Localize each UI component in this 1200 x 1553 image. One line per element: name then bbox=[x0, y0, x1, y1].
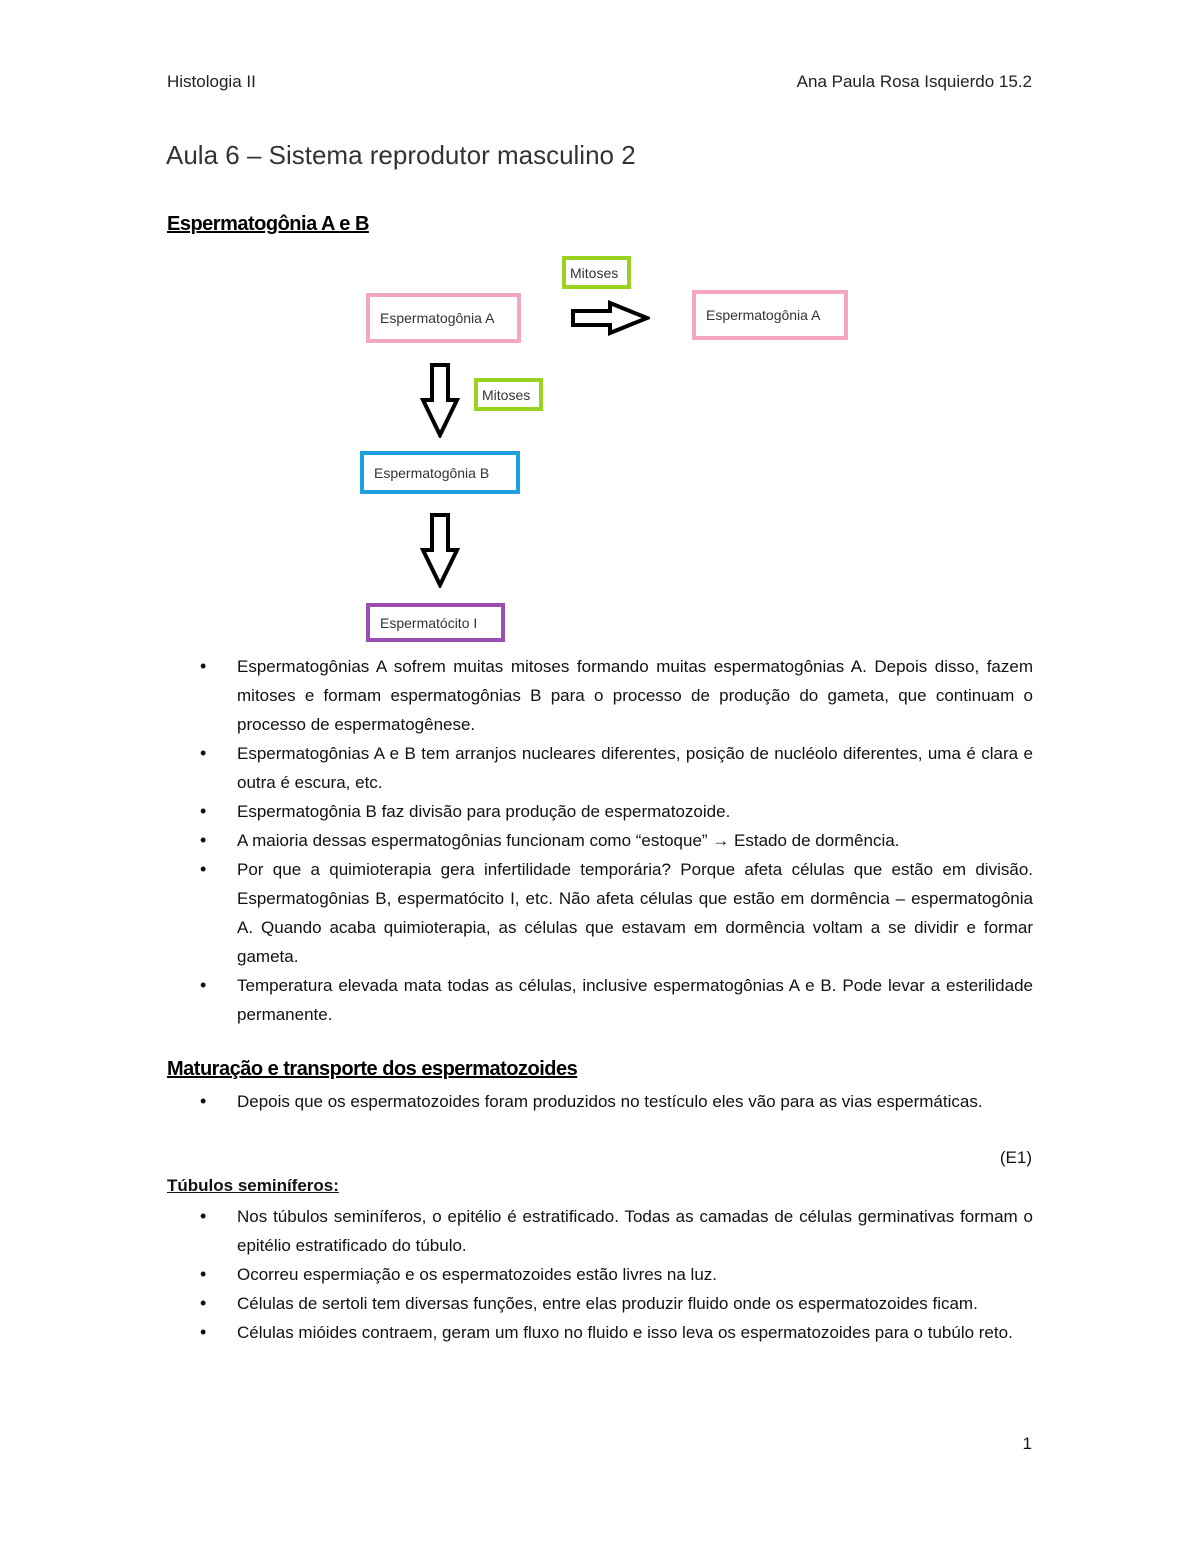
page-number: 1 bbox=[1022, 1434, 1032, 1453]
box-espermatogonia-b: Espermatogônia B bbox=[360, 451, 520, 494]
bullet-list-espermatogonia bbox=[200, 652, 1033, 1029]
header-course: Histologia II bbox=[167, 72, 256, 91]
box-espermatogonia-a-result: Espermatogônia A bbox=[692, 290, 848, 340]
page-title: Aula 6 – Sistema reprodutor masculino 2 bbox=[166, 140, 636, 170]
list-item: • Nos túbulos seminíferos, o epitélio é estratificado. Todas as camadas de células germinativas formam o epitélio estratificado do túbulo. bbox=[200, 1202, 1033, 1260]
label-mitoses-top: Mitoses bbox=[562, 256, 631, 289]
bullet-list-tubulos bbox=[200, 1202, 1033, 1347]
down-arrow-icon bbox=[420, 512, 460, 588]
box-espermatogonia-a-source: Espermatogônia A bbox=[366, 293, 521, 343]
list-item: • Células de sertoli tem diversas funções, entre elas produzir fluido onde os espermatozoides ficam. bbox=[200, 1289, 1033, 1318]
header-author: Ana Paula Rosa Isquierdo 15.2 bbox=[796, 72, 1032, 91]
label-mitoses-side: Mitoses bbox=[474, 378, 543, 411]
list-item: • Espermatogônia B faz divisão para produção de espermatozoide. bbox=[200, 797, 1033, 826]
section-heading-espermatogonia: Espermatogônia A e B bbox=[167, 213, 369, 235]
list-item: • Ocorreu espermiação e os espermatozoides estão livres na luz. bbox=[200, 1260, 1033, 1289]
subheading-tubulos: Túbulos seminíferos: bbox=[167, 1176, 339, 1195]
list-item: • Espermatogônias A sofrem muitas mitoses formando muitas espermatogônias A. Depois disso, fazem mitoses e formam espermatogônias B para o processo de produção do gameta, que continuam o processo de espermatogênese. bbox=[200, 652, 1033, 739]
box-espermatocito-i: Espermatócito I bbox=[366, 603, 505, 642]
down-arrow-icon bbox=[420, 362, 460, 438]
list-item: • Células mióides contraem, geram um fluxo no fluido e isso leva os espermatozoides para o tubúlo reto. bbox=[200, 1318, 1033, 1347]
list-item: • A maioria dessas espermatogônias funcionam como “estoque” → Estado de dormência. bbox=[200, 826, 1033, 855]
list-item: • Por que a quimioterapia gera infertilidade temporária? Porque afeta células que estão em divisão. Espermatogônias B, espermatócito I, etc. Não afeta células que estão em dormência – espermatogônia A. Quando acaba quimioterapia, as células que estavam em dormência voltam a se dividir e formar gameta. bbox=[200, 855, 1033, 971]
section-heading-maturacao: Maturação e transporte dos espermatozoides bbox=[167, 1058, 578, 1080]
list-item: • Depois que os espermatozoides foram produzidos no testículo eles vão para as vias espermáticas. bbox=[200, 1087, 1033, 1116]
list-item: • Temperatura elevada mata todas as células, inclusive espermatogônias A e B. Pode levar a esterilidade permanente. bbox=[200, 971, 1033, 1029]
figure-reference: (E1) bbox=[999, 1148, 1032, 1167]
bullet-list-maturacao bbox=[200, 1087, 1033, 1116]
right-arrow-icon bbox=[570, 300, 650, 336]
list-item: • Espermatogônias A e B tem arranjos nucleares diferentes, posição de nucléolo diferentes, uma é clara e outra é escura, etc. bbox=[200, 739, 1033, 797]
